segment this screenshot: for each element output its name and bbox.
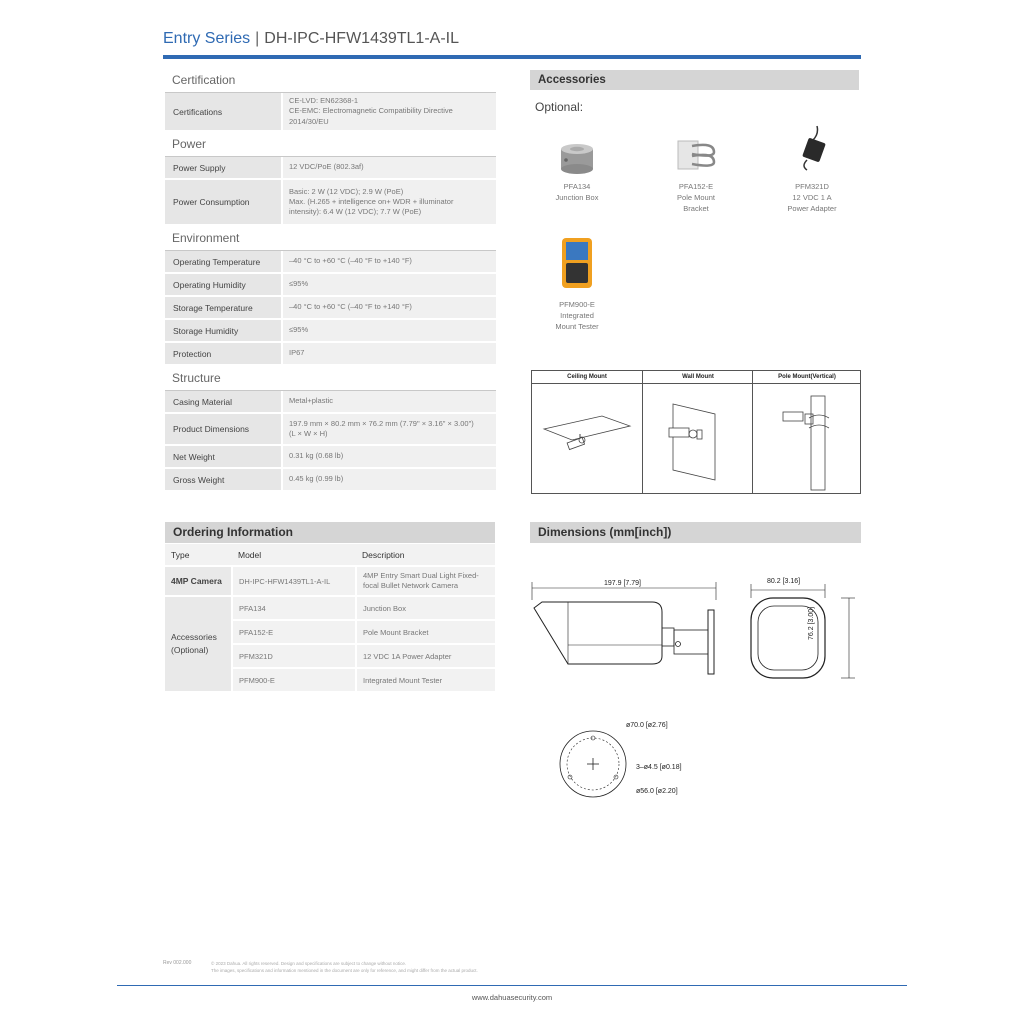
ceiling-mount-drawing bbox=[532, 384, 642, 492]
pole-mount-header: Pole Mount(Vertical) bbox=[752, 371, 861, 384]
series-name: Entry Series bbox=[163, 30, 251, 47]
spec-value: CE-LVD: EN62368-1 CE-EMC: Electromagnetic Compatibility Directive 2014/30/EU bbox=[281, 93, 496, 130]
spec-row bbox=[165, 251, 496, 274]
spec-section-title: Structure bbox=[165, 366, 496, 391]
website-link[interactable]: www.dahuasecurity.com bbox=[471, 993, 553, 1002]
spec-value: 12 VDC/PoE (802.3af) bbox=[281, 157, 496, 178]
ordering-col-type: Type bbox=[165, 544, 232, 566]
revision-label: Rev 002.000 bbox=[163, 960, 192, 966]
dimension-base-hole: 3–ø4.5 [ø0.18] bbox=[636, 764, 682, 771]
ordering-accessories-type: Accessories (Optional) bbox=[165, 596, 232, 692]
ordering-table bbox=[165, 544, 495, 693]
dimensions-header: Dimensions (mm[inch]) bbox=[530, 522, 861, 543]
spec-label: Operating Temperature bbox=[165, 251, 281, 272]
ordering-col-model: Model bbox=[232, 544, 356, 566]
page-title bbox=[163, 30, 459, 48]
spec-row bbox=[165, 391, 496, 414]
ordering-acc-model: PFM900-E bbox=[232, 668, 356, 692]
pole-mount-bracket-image bbox=[676, 138, 718, 177]
accessory-pfa134-label: PFA134 Junction Box bbox=[555, 182, 599, 202]
spec-row bbox=[165, 343, 496, 366]
dimension-base-inner: ø56.0 [ø2.20] bbox=[636, 788, 678, 795]
junction-box-image bbox=[558, 138, 596, 181]
ordering-acc-description: Integrated Mount Tester bbox=[356, 668, 495, 692]
accessories-header: Accessories bbox=[530, 70, 859, 90]
spec-row bbox=[165, 469, 496, 492]
spec-value: 0.45 kg (0.99 lb) bbox=[281, 469, 496, 490]
spec-table bbox=[165, 68, 496, 492]
spec-value: ≤95% bbox=[281, 320, 496, 341]
pole-mount-drawing bbox=[753, 384, 861, 492]
mount-tester-image bbox=[558, 236, 596, 295]
power-adapter-image bbox=[793, 124, 833, 177]
spec-value: Basic: 2 W (12 VDC); 2.9 W (PoE) Max. (H.265 + intelligence on+ WDR + illuminator intensity): 6.4 W (12 VDC); 7.7 W (PoE) bbox=[281, 180, 496, 224]
ordering-camera-type: 4MP Camera bbox=[165, 566, 232, 596]
ordering-acc-model: PFA152-E bbox=[232, 620, 356, 644]
dimension-width: 80.2 [3.16] bbox=[767, 578, 801, 585]
spec-section-title: Environment bbox=[165, 226, 496, 251]
spec-row bbox=[165, 446, 496, 469]
spec-value: Metal+plastic bbox=[281, 391, 496, 412]
spec-label: Power Supply bbox=[165, 157, 281, 178]
spec-row bbox=[165, 274, 496, 297]
spec-value: –40 °C to +60 °C (–40 °F to +140 °F) bbox=[281, 297, 496, 318]
ordering-acc-model: PFA134 bbox=[232, 596, 356, 620]
spec-label: Protection bbox=[165, 343, 281, 364]
accessory-pfm321d-label: PFM321D 12 VDC 1 A Power Adapter bbox=[787, 182, 837, 213]
spec-label: Casing Material bbox=[165, 391, 281, 412]
copyright-text: © 2023 Dahua. All rights reserved. Design and specifications are subject to change without notice. The images, specifications and information mentioned in the document are only for reference, and might differ from the actual product. bbox=[211, 961, 478, 974]
spec-label: Net Weight bbox=[165, 446, 281, 467]
ordering-camera-description: 4MP Entry Smart Dual Light Fixed-focal Bullet Network Camera bbox=[356, 566, 495, 596]
spec-label: Power Consumption bbox=[165, 180, 281, 224]
ordering-acc-model: PFM321D bbox=[232, 644, 356, 668]
accessory-pfm900e-label: PFM900-E Integrated Mount Tester bbox=[555, 300, 599, 331]
title-separator: | bbox=[255, 30, 260, 47]
model-name: DH-IPC-HFW1439TL1-A-IL bbox=[264, 30, 459, 47]
spec-value: 197.9 mm × 80.2 mm × 76.2 mm (7.79" × 3.16" × 3.00") (L × W × H) bbox=[281, 414, 496, 444]
camera-front-drawing bbox=[745, 584, 860, 684]
ordering-acc-description: 12 VDC 1A Power Adapter bbox=[356, 644, 495, 668]
spec-row bbox=[165, 414, 496, 446]
spec-row bbox=[165, 320, 496, 343]
title-rule bbox=[163, 55, 861, 59]
footer-rule bbox=[117, 985, 907, 986]
ordering-acc-description: Junction Box bbox=[356, 596, 495, 620]
wall-mount-drawing bbox=[643, 384, 753, 492]
spec-value: –40 °C to +60 °C (–40 °F to +140 °F) bbox=[281, 251, 496, 272]
spec-value: IP67 bbox=[281, 343, 496, 364]
ceiling-mount-header: Ceiling Mount bbox=[532, 371, 642, 384]
spec-label: Product Dimensions bbox=[165, 414, 281, 444]
ordering-header: Ordering Information bbox=[165, 522, 495, 543]
spec-row bbox=[165, 297, 496, 320]
spec-label: Certifications bbox=[165, 93, 281, 130]
spec-value: 0.31 kg (0.68 lb) bbox=[281, 446, 496, 467]
mounting-table bbox=[531, 370, 861, 494]
spec-label: Gross Weight bbox=[165, 469, 281, 490]
ordering-camera-model: DH-IPC-HFW1439TL1-A-IL bbox=[232, 566, 356, 596]
spec-value: ≤95% bbox=[281, 274, 496, 295]
spec-label: Storage Humidity bbox=[165, 320, 281, 341]
ordering-acc-description: Pole Mount Bracket bbox=[356, 620, 495, 644]
spec-row bbox=[165, 180, 496, 226]
spec-section-title: Certification bbox=[165, 68, 496, 93]
dimension-length: 197.9 [7.79] bbox=[604, 580, 641, 587]
camera-base-drawing bbox=[556, 726, 636, 806]
spec-row bbox=[165, 93, 496, 132]
spec-label: Storage Temperature bbox=[165, 297, 281, 318]
wall-mount-header: Wall Mount bbox=[642, 371, 753, 384]
optional-label: Optional: bbox=[535, 100, 584, 114]
spec-section-title: Power bbox=[165, 132, 496, 157]
spec-row bbox=[165, 157, 496, 180]
ordering-col-description: Description bbox=[356, 544, 495, 566]
dimension-height: 76.2 [3.00] bbox=[808, 606, 815, 640]
accessory-pfa152e-label: PFA152-E Pole Mount Bracket bbox=[677, 182, 715, 213]
spec-label: Operating Humidity bbox=[165, 274, 281, 295]
dimension-base-outer: ø70.0 [ø2.76] bbox=[626, 722, 668, 729]
